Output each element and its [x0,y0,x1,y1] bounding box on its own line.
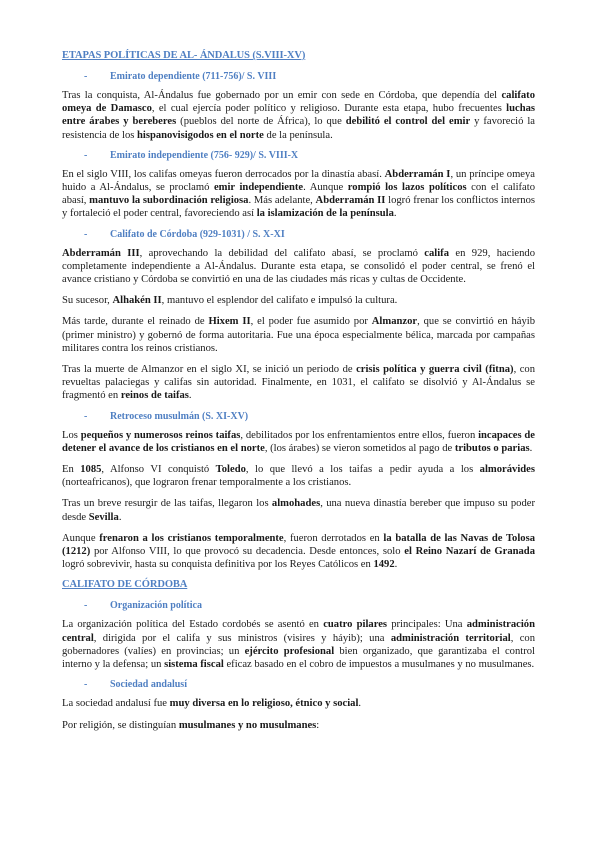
emirato-dependiente-paragraph: Tras la conquista, Al-Ándalus fue gobernado por un emir con sede en Córdoba, que dependía del califato omeya de Damasco, el cual ejercía poder político y religioso. Durante esta etapa, hubo frecuentes luchas entre árabes y bereberes (pueblos del norte de África), lo que debilitó el control del emir y favoreció la resistencia de los hispanovisigodos en el norte de la península. [62,90,536,141]
bullet-dash: - [84,600,88,612]
califato-heading: CALIFATO DE CÓRDOBA [62,579,188,591]
heading-label: Sociedad andalusí [110,679,187,691]
organizacion-heading [84,600,535,611]
bullet-dash: - [84,679,88,691]
heading-label: Califato de Córdoba (929-1031) / S. X-XI [110,228,285,240]
abderraman-iii-paragraph: Abderramán III, aprovechando la debilidad del califato abasí, se proclamó califa en 929, haciendo completamente independiente a Al-Ándalus. Durante esta etapa, se consolidó el poder central, se frenó el avance cristiano y Córdoba se convirtió en una de las ciudades más ricas y cultas de Occidente. [62,247,535,286]
heading-label: Emirato dependiente (711-756)/ S. VIII [110,71,277,82]
emirato-independiente-paragraph: En el siglo VIII, los califas omeyas fueron derrocados por la dinastía abasí. Abderramán I, un príncipe omeya huido a Al-Ándalus, se proclamó emir independiente. Aunque rompió los lazos políticos con el califato abasí, mantuvo la subordinación religiosa. Más adelante, Abderramán II logró frenar los conflictos internos y fortaleció el poder central, favoreciendo así la islamización de la península. [62,168,536,220]
bullet-dash: - [84,410,88,422]
sociedad-heading [84,679,535,690]
califato-periodo-heading [84,229,535,240]
fitna-paragraph: Tras la muerte de Almanzor en el siglo XI, se inició un periodo de crisis política y guerra civil (fitna), con revueltas palaciegas y califas sin autoridad. Finalmente, en 1031, el califato se disolvió y Al-Ándalus se fragmentó en reinos de taifas. [62,364,535,402]
almanzor-paragraph: Más tarde, durante el reinado de Hixem II, el poder fue asumido por Almanzor, que se convirtió en háyib (primer ministro) y gobernó de forma autoritaria. Fue una época especialmente bélica, marcada por campañas militares contra los reinos cristianos. [62,316,535,354]
bullet-dash: - [84,71,88,82]
emirato-dependiente-heading [84,71,535,82]
sociedad-paragraph: La sociedad andalusí fue muy diversa en lo religioso, étnico y social. [62,698,362,710]
organizacion-paragraph: La organización política del Estado cordobés se asentó en cuatro pilares principales: Una administración central, dirigida por el califa y sus ministros (visires y háyib); una administración territorial, con gobernadores (valíes) en provincias; un ejército profesional bien organizado, que garantizaba el control interno y la defensa; un sistema fiscal eficaz basado en el cobro de impuestos a musulmanes y no musulmanes. [62,619,536,671]
navas-tolosa-paragraph: Aunque frenaron a los cristianos temporalmente, fueron derrotados en la batalla de las Navas de Tolosa (1212) por Alfonso VIII, lo que provocó su decadencia. Desde entonces, solo el Reino Nazarí de Granada logró sobrevivir, hasta su conquista definitiva por los Reyes Católicos en 1492. [62,532,535,571]
emirato-independiente-heading [84,150,535,161]
retroceso-heading [84,411,535,422]
heading-label: Organización política [110,600,202,612]
heading-label: Emirato independiente (756- 929)/ S. VIII-X [110,149,299,161]
taifas-paragraph: Los pequeños y numerosos reinos taifas, debilitados por los enfrentamientos entre ellos, fueron incapaces de detener el avance de los cristianos en el norte, (los árabes) se vieron sometidos al pago de tributos o parias. [62,429,535,454]
toledo-paragraph: En 1085, Alfonso VI conquistó Toledo, lo que llevó a los taifas a pedir ayuda a los almorávides (norteafricanos), que lograron frenar temporalmente a los cristianos. [62,464,535,489]
heading-label: Retroceso musulmán (S. XI-XV) [110,410,249,422]
alhaken-paragraph: Su sucesor, Alhakén II, mantuvo el esplendor del califato e impulsó la cultura. [62,295,398,307]
document-page [62,44,535,740]
bullet-dash: - [84,149,88,161]
religion-paragraph: Por religión, se distinguían musulmanes y no musulmanes: [62,719,320,731]
etapas-heading: ETAPAS POLÍTICAS DE AL- ÁNDALUS (S.VIII-XV) [62,50,306,61]
almohades-paragraph: Tras un breve resurgir de las taifas, llegaron los almohades, una nueva dinastía bereber que impuso su poder desde Sevilla. [62,498,535,523]
bullet-dash: - [84,228,88,240]
